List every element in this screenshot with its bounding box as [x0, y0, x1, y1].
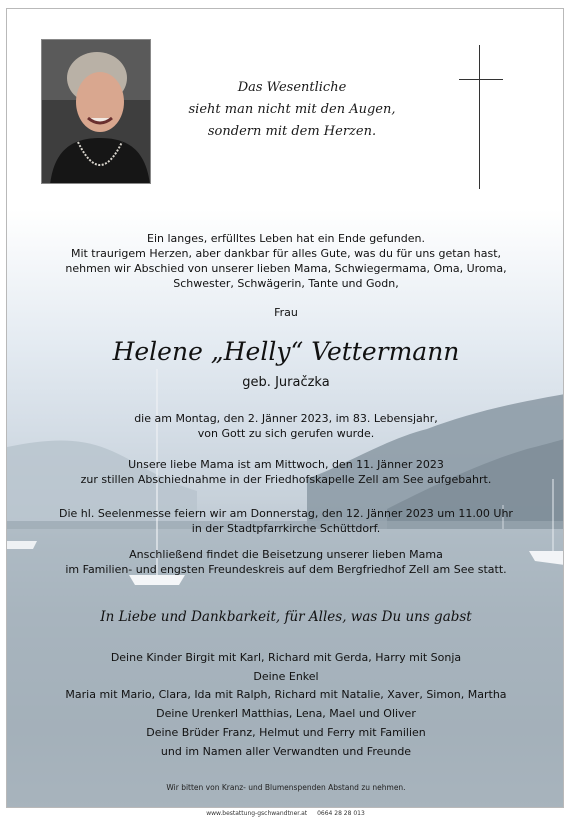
deceased-name: Helene „Helly“ Vettermann: [112, 337, 460, 366]
quote-line: sieht man nicht mit den Augen,: [188, 102, 396, 117]
footer: [0, 810, 571, 817]
motto: In Liebe und Dankbarkeit, für Alles, was Du uns gabst: [100, 609, 472, 625]
viewing-line: zur stillen Abschiednahme in der Friedhofskapelle Zell am See aufgebahrt.: [80, 473, 492, 486]
burial-line: im Familien- und engsten Freundeskreis auf dem Bergfriedhof Zell am See statt.: [65, 563, 507, 576]
quote-line: sondern mit dem Herzen.: [207, 124, 377, 139]
family-line: Deine Brüder Franz, Helmut und Ferry mit Familien: [146, 725, 426, 739]
quote: [157, 77, 427, 143]
viewing-paragraph: [7, 457, 564, 487]
intro-line: nehmen wir Abschied von unserer lieben Mama, Schwiegermama, Oma, Uroma,: [65, 262, 507, 275]
footer-phone: 0664 28 28 013: [317, 810, 365, 817]
salutation: Frau: [274, 306, 298, 319]
death-line: die am Montag, den 2. Jänner 2023, im 83. Lebensjahr,: [134, 412, 438, 425]
mass-line: Die hl. Seelenmesse feiern wir am Donnerstag, den 12. Jänner 2023 um 11.00 Uhr: [59, 507, 513, 520]
death-paragraph: [7, 411, 564, 441]
intro-paragraph: [7, 231, 564, 291]
maiden-name: geb. Juračzka: [242, 375, 330, 390]
intro-line: Schwester, Schwägerin, Tante und Godn,: [173, 277, 399, 290]
burial-paragraph: [7, 547, 564, 577]
flower-note: Wir bitten von Kranz- und Blumenspenden Abstand zu nehmen.: [166, 783, 406, 792]
footer-website: www.bestattung-gschwandtner.at: [206, 810, 308, 817]
mass-line: in der Stadtpfarrkirche Schüttdorf.: [191, 522, 381, 535]
obituary-card: [6, 8, 564, 808]
burial-line: Anschließend findet die Beisetzung unserer lieben Mama: [129, 548, 443, 561]
family-list: [7, 649, 564, 761]
intro-line: Mit traurigem Herzen, aber dankbar für alles Gute, was du für uns getan hast,: [70, 247, 502, 260]
family-line: Maria mit Mario, Clara, Ida mit Ralph, Richard mit Natalie, Xaver, Simon, Martha: [65, 688, 507, 702]
cross-vertical-bar: [479, 45, 480, 189]
viewing-line: Unsere liebe Mama ist am Mittwoch, den 11. Jänner 2023: [128, 458, 444, 471]
death-line: von Gott zu sich gerufen wurde.: [197, 427, 375, 440]
family-line: Deine Kinder Birgit mit Karl, Richard mit Gerda, Harry mit Sonja: [110, 651, 462, 664]
family-line: und im Namen aller Verwandten und Freunde: [160, 744, 412, 758]
family-line: Deine Enkel: [253, 669, 319, 683]
portrait-photo: [41, 39, 151, 184]
cross-horizontal-bar: [459, 79, 503, 80]
portrait-image: [42, 40, 151, 184]
mass-paragraph: [7, 506, 564, 536]
intro-line: Ein langes, erfülltes Leben hat ein Ende gefunden.: [147, 232, 425, 245]
family-line: Deine Urenkerl Matthias, Lena, Mael und Oliver: [156, 707, 416, 721]
quote-line: Das Wesentliche: [237, 80, 347, 95]
